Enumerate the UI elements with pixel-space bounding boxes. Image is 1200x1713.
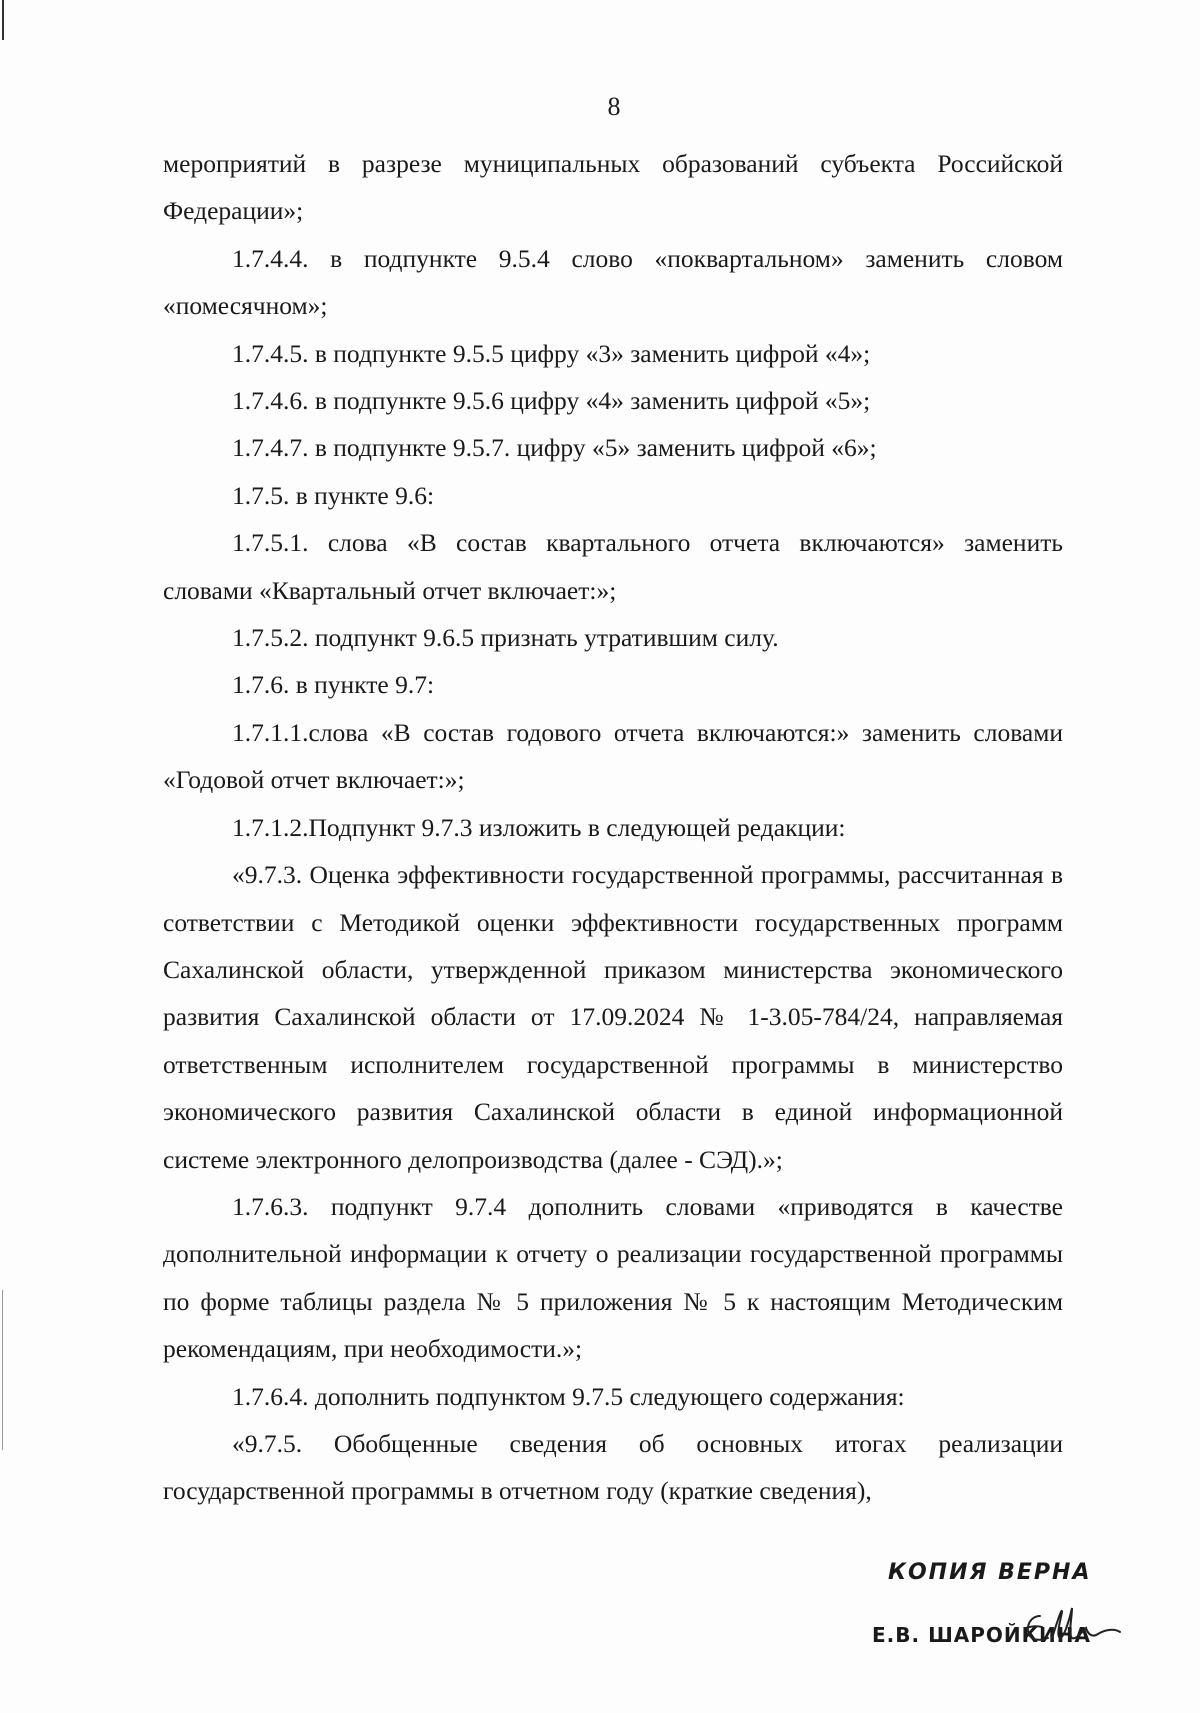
paragraph: 1.7.5.2. подпункт 9.6.5 признать утратившим силу. bbox=[232, 623, 779, 653]
paragraph: 1.7.1.1.слова «В состав годового отчета включаются:» заменить словами «Годовой отчет включает:»; bbox=[163, 717, 1063, 795]
certified-copy-stamp: КОПИЯ ВЕРНА bbox=[888, 1560, 1092, 1585]
paragraph: 1.7.4.6. в подпункте 9.5.6 цифру «4» заменить цифрой «5»; bbox=[232, 386, 871, 416]
scan-edge-mark bbox=[2, 0, 4, 40]
paragraph: 1.7.1.2.Подпункт 9.7.3 изложить в следующей редакции: bbox=[232, 812, 846, 842]
certifier-name: Е.В. ШАРОЙКИНА bbox=[872, 1623, 1091, 1647]
paragraph: «9.7.3. Оценка эффективности государственной программы, рассчитанная в сответствии с Методикой оценки эффективности государственных программ Сахалинской области, утвержденной приказом министерства экономического развития Сахалинской области от 17.09.2024 № 1-3.05-784/24, направляемая ответственным исполнителем государственной программы в министерство экономического развития Сахалинской области в единой информационной системе электронного делопроизводства (далее - СЭД).»; bbox=[163, 860, 1063, 1174]
paragraph: 1.7.5. в пункте 9.6: bbox=[232, 480, 435, 510]
paragraph: 1.7.4.7. в подпункте 9.5.7. цифру «5» заменить цифрой «6»; bbox=[232, 433, 877, 463]
paragraph: 1.7.4.4. в подпункте 9.5.4 слово «поквартальном» заменить словом «помесячном»; bbox=[163, 243, 1063, 321]
paragraph: 1.7.4.5. в подпункте 9.5.5 цифру «3» заменить цифрой «4»; bbox=[232, 338, 871, 368]
paragraph: 1.7.6. в пункте 9.7: bbox=[232, 670, 435, 700]
scan-edge-mark bbox=[2, 1290, 3, 1450]
paragraph: мероприятий в разрезе муниципальных образований субъекта Российской Федерации»; bbox=[163, 149, 1063, 226]
paragraph: 1.7.6.4. дополнить подпунктом 9.7.5 следующего содержания: bbox=[232, 1381, 905, 1411]
handwritten-signature-icon bbox=[1018, 1598, 1123, 1658]
document-body bbox=[163, 140, 1063, 1515]
page-number: 8 bbox=[607, 92, 621, 121]
paragraph: «9.7.5. Обобщенные сведения об основных итогах реализации государственной программы в отчетном году (краткие сведения), bbox=[163, 1428, 1063, 1506]
paragraph: 1.7.6.3. подпункт 9.7.4 дополнить словами «приводятся в качестве дополнительной информации к отчету о реализации государственной программы по форме таблицы раздела № 5 приложения № 5 к настоящим Методическим рекомендациям, при необходимости.»; bbox=[163, 1191, 1063, 1364]
paragraph: 1.7.5.1. слова «В состав квартального отчета включаются» заменить словами «Квартальный отчет включает:»; bbox=[163, 528, 1063, 605]
